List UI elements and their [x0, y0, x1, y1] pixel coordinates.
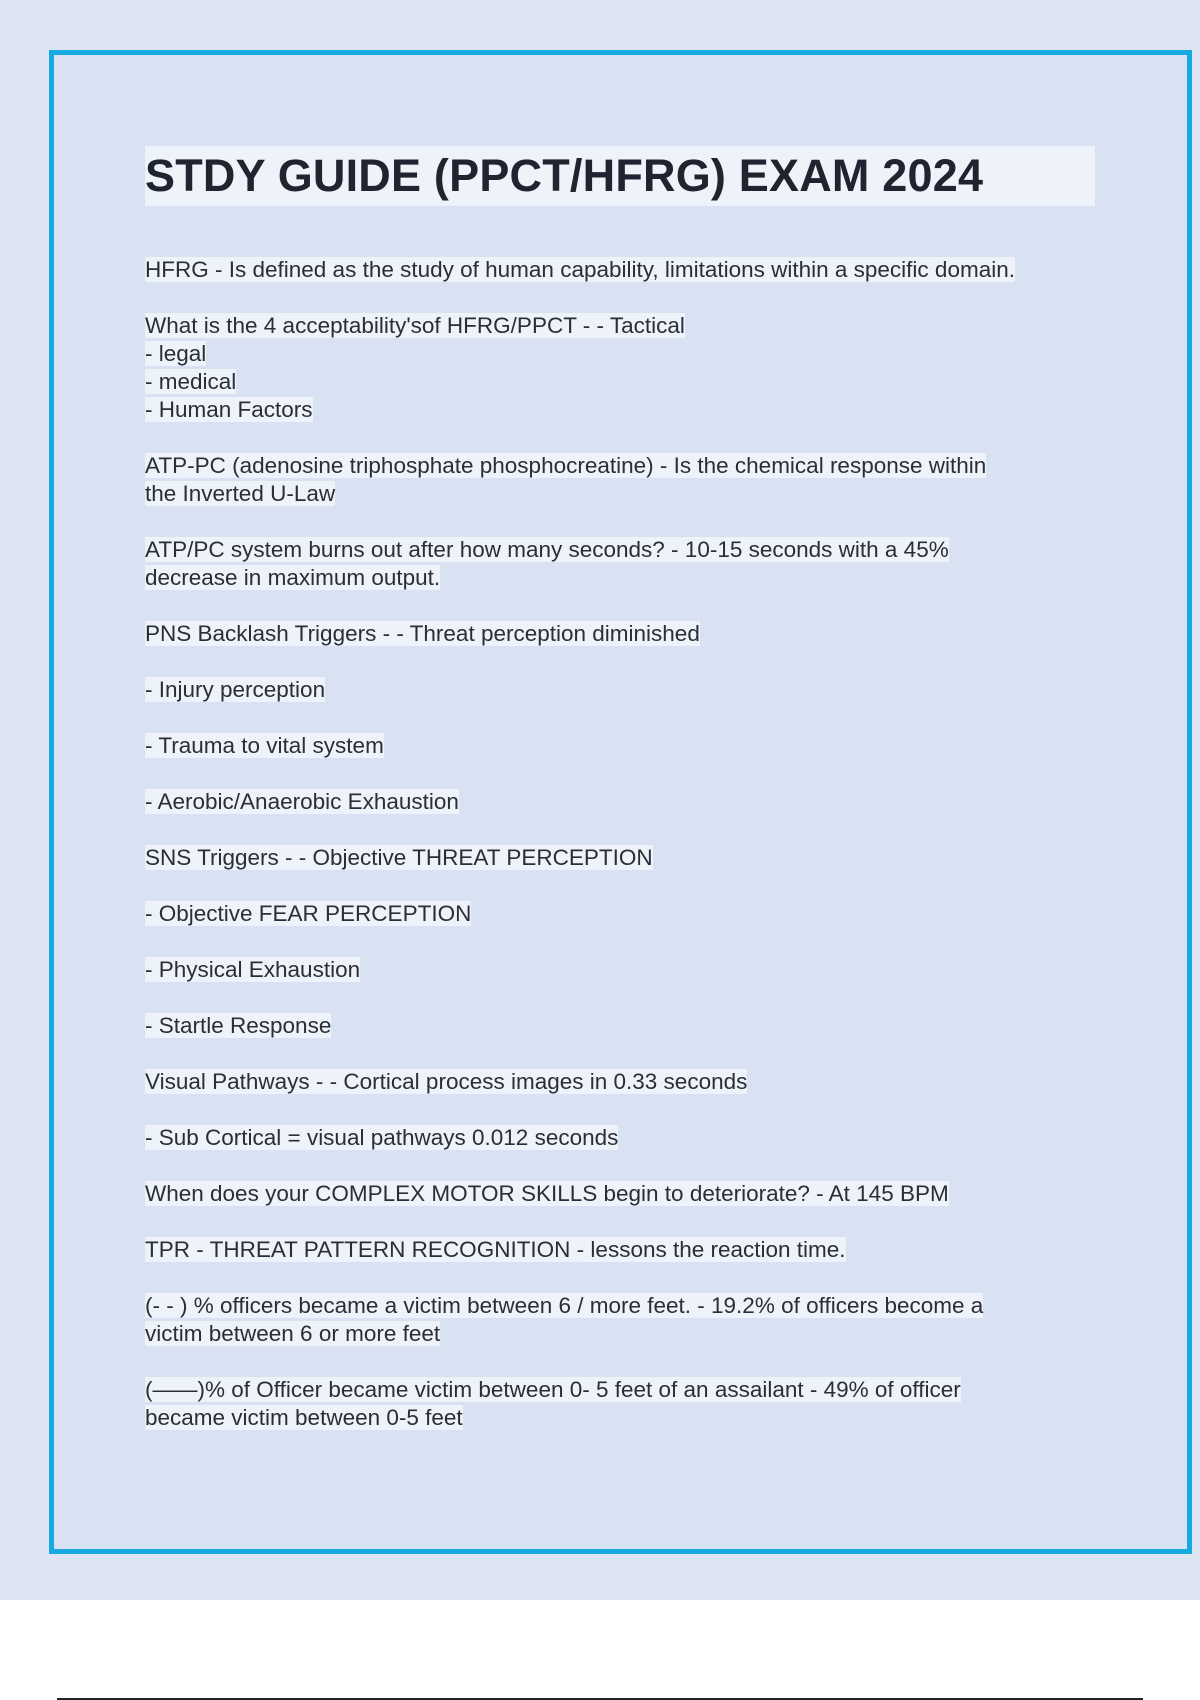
entry-text: When does your COMPLEX MOTOR SKILLS begin to deteriorate? - At 145 BPM [145, 1181, 949, 1206]
study-entry [145, 1236, 1095, 1264]
entry-line [145, 312, 1095, 340]
study-entry [145, 256, 1095, 284]
entry-text: TPR - THREAT PATTERN RECOGNITION - lessons the reaction time. [145, 1237, 846, 1262]
entry-line [145, 900, 1095, 928]
entry-line [145, 340, 1095, 368]
study-entry [145, 676, 1095, 704]
document-title: STDY GUIDE (PPCT/HFRG) EXAM 2024 [145, 146, 1095, 206]
study-entry [145, 1376, 1095, 1432]
entry-line [145, 1012, 1095, 1040]
study-entry [145, 788, 1095, 816]
entry-text: - Startle Response [145, 1013, 332, 1038]
entry-line [145, 564, 1095, 592]
entry-text: ATP/PC system burns out after how many seconds? - 10-15 seconds with a 45% [145, 537, 949, 562]
entry-text: - Human Factors [145, 397, 313, 422]
entry-text: (——)% of Officer became victim between 0- 5 feet of an assailant - 49% of officer [145, 1377, 961, 1402]
study-entry [145, 844, 1095, 872]
entry-text: ATP-PC (adenosine triphosphate phosphocreatine) - Is the chemical response within [145, 453, 987, 478]
entry-text: (- - ) % officers became a victim between 6 / more feet. - 19.2% of officers become a [145, 1293, 984, 1318]
entry-line [145, 480, 1095, 508]
study-entry [145, 1180, 1095, 1208]
entry-line [145, 1180, 1095, 1208]
study-entry [145, 312, 1095, 424]
entry-line [145, 1068, 1095, 1096]
entry-line [145, 536, 1095, 564]
entry-text: SNS Triggers - - Objective THREAT PERCEPTION [145, 845, 653, 870]
document-content [145, 146, 1095, 1460]
entry-line [145, 396, 1095, 424]
entry-line [145, 368, 1095, 396]
entry-text: - medical [145, 369, 237, 394]
entry-text: Visual Pathways - - Cortical process images in 0.33 seconds [145, 1069, 748, 1094]
study-entry [145, 1012, 1095, 1040]
entry-text: - Sub Cortical = visual pathways 0.012 seconds [145, 1125, 619, 1150]
entry-line [145, 1292, 1095, 1320]
study-entry [145, 1292, 1095, 1348]
entry-text: - Physical Exhaustion [145, 957, 361, 982]
entry-line [145, 256, 1095, 284]
entry-line [145, 452, 1095, 480]
entry-line [145, 1320, 1095, 1348]
entry-text: - Trauma to vital system [145, 733, 384, 758]
entry-line [145, 676, 1095, 704]
entry-line [145, 1404, 1095, 1432]
study-entry [145, 536, 1095, 592]
study-entry [145, 620, 1095, 648]
entry-line [145, 788, 1095, 816]
entry-text: decrease in maximum output. [145, 565, 441, 590]
entry-text: victim between 6 or more feet [145, 1321, 441, 1346]
study-entry [145, 452, 1095, 508]
entry-line [145, 732, 1095, 760]
entry-text: - legal [145, 341, 207, 366]
entry-text: HFRG - Is defined as the study of human capability, limitations within a specific domain. [145, 257, 1015, 282]
entry-text: became victim between 0-5 feet [145, 1405, 463, 1430]
entry-line [145, 1124, 1095, 1152]
entry-line [145, 956, 1095, 984]
study-entry [145, 1068, 1095, 1096]
entry-text: PNS Backlash Triggers - - Threat perception diminished [145, 621, 700, 646]
entry-line [145, 844, 1095, 872]
entry-text: the Inverted U-Law [145, 481, 336, 506]
study-entry [145, 732, 1095, 760]
study-entry [145, 956, 1095, 984]
entry-line [145, 1236, 1095, 1264]
entry-text: - Injury perception [145, 677, 326, 702]
study-entries [145, 256, 1095, 1432]
entry-line [145, 620, 1095, 648]
entry-text: What is the 4 acceptability'sof HFRG/PPCT - - Tactical [145, 313, 685, 338]
entry-line [145, 1376, 1095, 1404]
study-entry [145, 1124, 1095, 1152]
entry-text: - Objective FEAR PERCEPTION [145, 901, 472, 926]
study-entry [145, 900, 1095, 928]
entry-text: - Aerobic/Anaerobic Exhaustion [145, 789, 459, 814]
